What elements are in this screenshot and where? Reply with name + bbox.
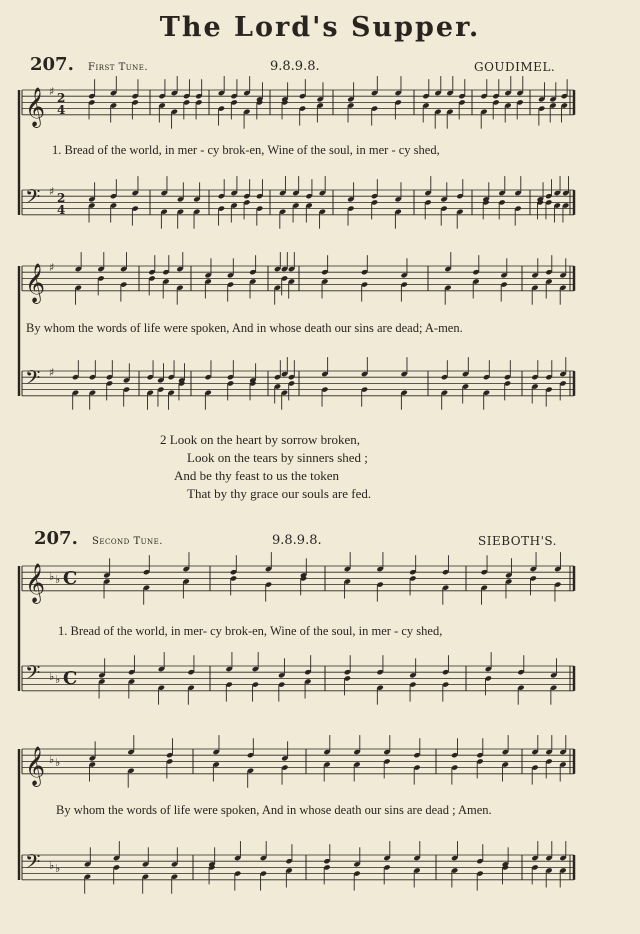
- treble-clef-icon: 𝄞: [25, 262, 46, 303]
- flat-icon: ♭: [55, 756, 61, 769]
- hymn-number: 207.: [30, 54, 74, 75]
- bass-clef-icon: 𝄢: [25, 850, 41, 878]
- time-signature-bottom: 4: [57, 203, 66, 217]
- bass-clef-icon: 𝄢: [25, 185, 41, 213]
- flat-icon: ♭: [55, 573, 61, 586]
- verse-line: Look on the tears by sinners shed ;: [187, 450, 368, 465]
- flat-icon: ♭: [49, 670, 55, 683]
- verse-line: 2 Look on the heart by sorrow broken,: [160, 432, 361, 447]
- verse-line: And be thy feast to us the token: [174, 468, 339, 483]
- tune-label: Second Tune.: [92, 536, 163, 547]
- flat-icon: ♭: [49, 859, 55, 872]
- verse-line: That by thy grace our souls are fed.: [187, 486, 372, 501]
- tune-label: First Tune.: [88, 62, 149, 73]
- page-title: The Lord's Supper.: [159, 12, 481, 43]
- treble-clef-icon: 𝄞: [25, 745, 46, 786]
- treble-clef-icon: 𝄞: [25, 562, 46, 603]
- bass-clef-icon: 𝄢: [25, 366, 41, 394]
- sharp-icon: ♯: [49, 185, 55, 198]
- time-signature-top: 2: [57, 91, 66, 105]
- meter: 9.8.9.8.: [272, 533, 322, 548]
- composer: GOUDIMEL.: [474, 60, 556, 74]
- sharp-icon: ♯: [49, 85, 55, 98]
- common-time-icon: C: [63, 668, 78, 689]
- bass-clef-icon: 𝄢: [25, 661, 41, 689]
- flat-icon: ♭: [49, 753, 55, 766]
- flat-icon: ♭: [49, 570, 55, 583]
- lyric-line: By whom the words of life were spoken, And in whose death our sins are dead ; Amen.: [56, 803, 492, 817]
- sharp-icon: ♯: [49, 366, 55, 379]
- common-time-icon: C: [63, 568, 78, 589]
- composer: SIEBOTH'S.: [478, 534, 557, 548]
- meter: 9.8.9.8.: [270, 59, 320, 74]
- sharp-icon: ♯: [49, 261, 55, 274]
- lyric-line: 1. Bread of the world, in mer- cy brok-en, Wine of the soul, in mer - cy shed,: [58, 624, 443, 638]
- time-signature-top: 2: [57, 191, 66, 205]
- flat-icon: ♭: [55, 862, 61, 875]
- hymn-number: 207.: [34, 528, 78, 549]
- time-signature-bottom: 4: [57, 103, 66, 117]
- flat-icon: ♭: [55, 673, 61, 686]
- treble-clef-icon: 𝄞: [25, 86, 46, 127]
- lyric-line: By whom the words of life were spoken, And in whose death our sins are dead; A-men.: [26, 321, 463, 335]
- lyric-line: 1. Bread of the world, in mer - cy brok-en, Wine of the soul, in mer - cy shed,: [52, 143, 440, 157]
